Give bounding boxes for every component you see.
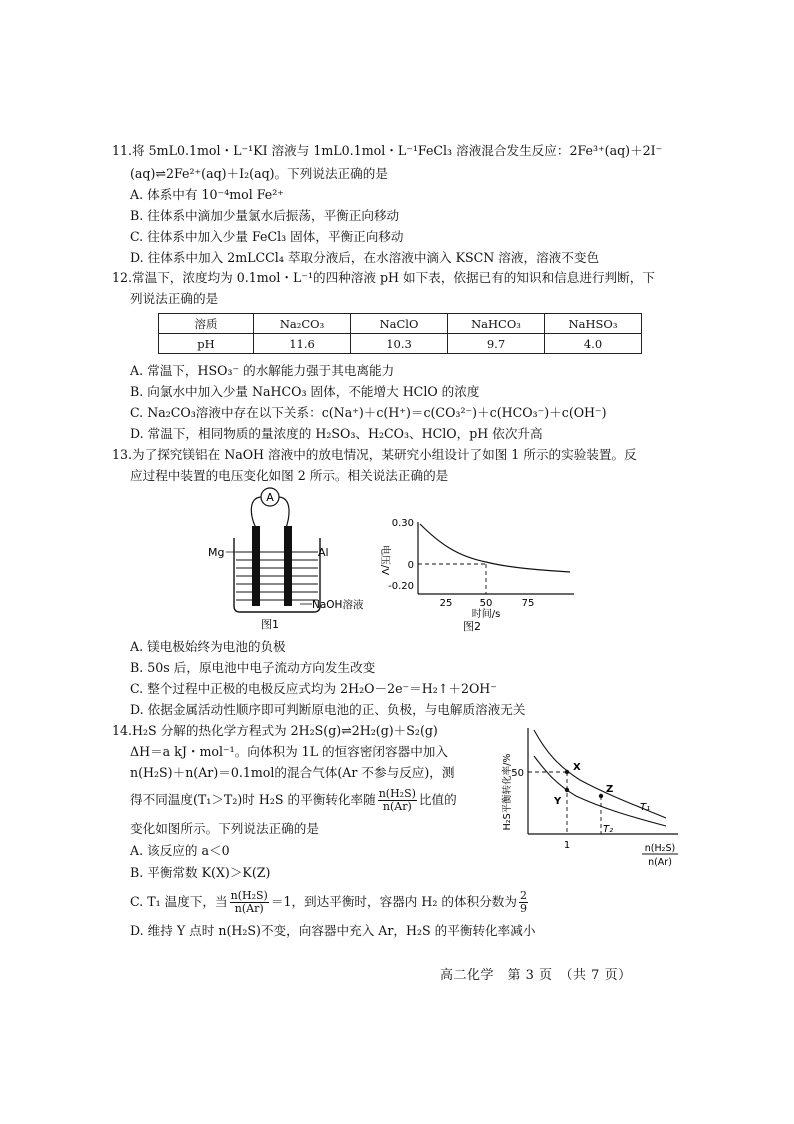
ph-table-value-row xyxy=(159,334,642,354)
mg-label: Mg xyxy=(208,546,225,559)
curve-t2-label: T₂ xyxy=(603,824,614,835)
page-footer: 高二化学 第 3 页 （共 7 页） xyxy=(440,968,632,983)
figure2-voltage-graph xyxy=(360,512,580,634)
q13-option-c: C. 整个过程中正极的电极反应式均为 2H₂O－2e⁻＝H₂↑＋2OH⁻ xyxy=(130,681,497,696)
figure1-caption: 图1 xyxy=(261,618,279,631)
figure2-caption: 图2 xyxy=(463,620,481,633)
ph-table-header-row xyxy=(159,314,642,334)
q14-option-a: A. 该反应的 a＜0 xyxy=(130,843,230,858)
y-tick: 0 xyxy=(407,560,414,571)
point-z-label: Z xyxy=(606,784,614,795)
q14-option-c-mid: ＝1，到达平衡时，容器内 H₂ 的体积分数为 xyxy=(270,894,517,909)
table-cell: pH xyxy=(159,334,254,354)
q12-option-b: B. 向氯水中加入少量 NaHCO₃ 固体，不能增大 HClO 的浓度 xyxy=(130,384,480,399)
table-cell: 9.7 xyxy=(448,334,545,354)
q14-stem-line1: 14.H₂S 分解的热化学方程式为 2H₂S(g)⇌2H₂(g)＋S₂(g) xyxy=(112,723,438,738)
point-z xyxy=(599,794,603,798)
table-cell: 10.3 xyxy=(351,334,448,354)
table-cell: 4.0 xyxy=(545,334,642,354)
q13-option-d: D. 依据金属活动性顺序即可判断原电池的正、负极，与电解质溶液无关 xyxy=(130,702,526,717)
q12-stem-line1: 12.常温下，浓度均为 0.1mol・L⁻¹的四种溶液 pH 如下表，依据已有的知识和信息进行判断，下 xyxy=(112,270,655,285)
point-y-label: Y xyxy=(554,796,562,807)
y-tick: -0.20 xyxy=(388,581,414,592)
table-cell: Na₂CO₃ xyxy=(254,314,351,334)
al-label: Al xyxy=(318,546,329,559)
ratio-fraction xyxy=(378,788,417,813)
q14-option-d: D. 维持 Y 点时 n(H₂S)不变，向容器中充入 Ar，H₂S 的平衡转化率减小 xyxy=(130,923,536,938)
ammeter-label: A xyxy=(266,491,274,504)
x-tick: 1 xyxy=(563,840,571,851)
q11-stem-line1: 11.将 5mL0.1mol・L⁻¹KI 溶液与 1mL0.1mol・L⁻¹FeCl₃ 溶液混合发生反应：2Fe³⁺(aq)＋2I⁻ xyxy=(112,143,663,158)
q14-stem-line4-pre: 得不同温度(T₁＞T₂)时 H₂S 的平衡转化率随 xyxy=(130,792,376,807)
x-axis-label: 时间/s xyxy=(471,609,501,620)
q11-stem-line2: (aq)⇌2Fe²⁺(aq)＋I₂(aq)。下列说法正确的是 xyxy=(130,166,388,181)
x-tick: 50 xyxy=(479,598,493,609)
ratio-denominator: n(Ar) xyxy=(382,800,412,813)
table-cell: NaHSO₃ xyxy=(545,314,642,334)
q11-option-b: B. 往体系中滴加少量氯水后振荡，平衡正向移动 xyxy=(130,208,400,223)
curve-t2 xyxy=(534,756,666,826)
q11-option-a: A. 体系中有 10⁻⁴mol Fe²⁺ xyxy=(130,187,284,202)
q14-option-c xyxy=(130,890,530,915)
q14-stem-line4-post: 比值的 xyxy=(418,792,457,807)
al-electrode xyxy=(284,526,292,606)
point-x xyxy=(565,770,569,774)
q14-stem-line3: n(H₂S)＋n(Ar)＝0.1mol的混合气体(Ar 不参与反应)，测 xyxy=(130,765,455,780)
voltage-curve xyxy=(420,524,570,572)
point-x-label: X xyxy=(573,762,581,773)
q12-stem-line2: 列说法正确的是 xyxy=(130,291,219,306)
q14-conversion-graph xyxy=(500,722,690,874)
x-tick: 25 xyxy=(439,598,453,609)
ratio-fraction xyxy=(230,890,269,915)
y-axis-label: 电压/V xyxy=(379,544,390,576)
naoh-solution-label: NaOH溶液 xyxy=(312,599,364,611)
table-cell: NaHCO₃ xyxy=(448,314,545,334)
ratio-numerator: n(H₂S) xyxy=(378,787,416,800)
y-tick: 0.30 xyxy=(391,518,414,529)
y-tick: 50 xyxy=(511,768,524,779)
volume-fraction xyxy=(519,890,528,915)
volume-fraction-numerator: 2 xyxy=(520,889,527,902)
table-cell: 溶质 xyxy=(159,314,254,334)
x-axis-label-numerator: n(H₂S) xyxy=(644,843,676,854)
q14-stem-line4 xyxy=(130,788,457,813)
q12-option-c: C. Na₂CO₃溶液中存在以下关系：c(Na⁺)＋c(H⁺)＝c(CO₃²⁻)＋c(HCO₃⁻)＋c(OH⁻) xyxy=(130,405,607,420)
q14-stem-line5: 变化如图所示。下列说法正确的是 xyxy=(130,821,319,836)
q13-option-b: B. 50s 后，原电池中电子流动方向发生改变 xyxy=(130,660,376,675)
x-tick: 75 xyxy=(521,598,535,609)
q14-option-b: B. 平衡常数 K(X)＞K(Z) xyxy=(130,865,271,880)
q11-option-d: D. 往体系中加入 2mLCCl₄ 萃取分液后，在水溶液中滴入 KSCN 溶液，溶液不变色 xyxy=(130,250,600,265)
curve-t1-label: T₁ xyxy=(640,802,651,813)
q12-option-d: D. 常温下，相同物质的量浓度的 H₂SO₃、H₂CO₃、HClO，pH 依次升高 xyxy=(130,426,543,441)
y-axis-label: H₂S平衡转化率/% xyxy=(502,753,513,831)
x-axis-label-denominator: n(Ar) xyxy=(648,857,672,868)
q12-option-a: A. 常温下，HSO₃⁻ 的水解能力强于其电离能力 xyxy=(130,363,395,378)
q13-stem-line1: 13.为了探究镁铝在 NaOH 溶液中的放电情况，某研究小组设计了如图 1 所示的实验装置。反 xyxy=(112,447,637,462)
ph-table xyxy=(158,313,642,354)
point-y xyxy=(565,788,569,792)
q14-stem-line2: ΔH＝a kJ・mol⁻¹。向体积为 1L 的恒容密闭容器中加入 xyxy=(130,744,448,759)
ratio-numerator: n(H₂S) xyxy=(230,889,268,902)
q11-option-c: C. 往体系中加入少量 FeCl₃ 固体，平衡正向移动 xyxy=(130,229,404,244)
volume-fraction-denominator: 9 xyxy=(520,902,527,915)
q13-option-a: A. 镁电极始终为电池的负极 xyxy=(130,639,286,654)
q14-option-c-pre: C. T₁ 温度下，当 xyxy=(130,894,228,909)
table-cell: 11.6 xyxy=(254,334,351,354)
mg-electrode xyxy=(252,526,260,606)
ratio-denominator: n(Ar) xyxy=(234,902,264,915)
q13-stem-line2: 应过程中装置的电压变化如图 2 所示。相关说法正确的是 xyxy=(130,468,449,483)
table-cell: NaClO xyxy=(351,314,448,334)
